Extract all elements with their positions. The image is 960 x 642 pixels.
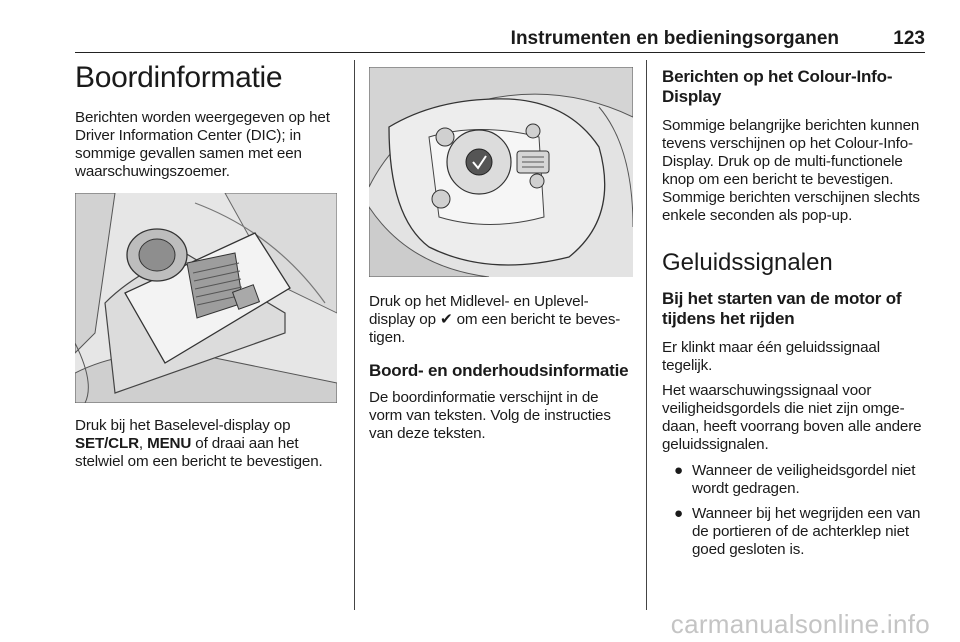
steering-wheel-controls-illustration [369, 67, 633, 277]
column-divider [354, 60, 355, 610]
stalk-switch-illustration [75, 193, 337, 403]
subheading-boord-onderhoud: Boord- en onderhoudsinformatie [369, 361, 629, 380]
header-title: Instrumenten en bedieningsorganen [510, 28, 839, 49]
steering-wheel-drawing [369, 67, 633, 277]
colour-info-paragraph: Sommige belangrijke berichten kunnen tevens verschijnen op het Colour-Info-Display. Druk op de multi-functionele knop om een bericht te bevestigen. Sommige berichten verschijnen slechts enkele seconden als pop-up. [662, 117, 920, 224]
bullet-icon: ● [674, 462, 684, 479]
page-header [75, 26, 925, 53]
seatbelt-signal-paragraph: Het waarschuwingssignaal voor veiligheidsgordels die niet zijn omge-daan, heeft voorrang boven alle andere geluidssignalen. [662, 382, 922, 453]
key-set-clr: SET/CLR [75, 435, 139, 452]
one-signal-paragraph: Er klinkt maar één geluidssignaal tegelijk. [662, 339, 880, 374]
column-middle [369, 293, 633, 443]
subheading-starten-motor: Bij het starten van de motor of tijdens het rijden [662, 289, 902, 328]
section-heading-geluidssignalen: Geluidssignalen [662, 249, 833, 276]
bullet-icon: ● [674, 505, 684, 522]
column-left [75, 60, 343, 181]
intro-paragraph: Berichten worden weergegeven op het Driver Information Center (DIC); in sommige gevallen samen met een waarschuwingszoemer. [75, 109, 330, 180]
list-item: ● Wanneer de veiligheidsgordel niet wordt gedragen. [674, 462, 916, 497]
section-heading-boordinformatie: Boordinformatie [75, 61, 283, 94]
subheading-colour-info: Berichten op het Colour-Info-Display [662, 67, 893, 106]
watermark: carmanualsonline.info [670, 609, 930, 639]
column-right [662, 67, 930, 566]
bullet-list [662, 462, 930, 559]
boordinfo-paragraph: De boordinformatie verschijnt in de vorm van teksten. Volg de instructies van deze teksten. [369, 389, 611, 442]
stalk-caption-text: Druk bij het Baselevel-display op SET/CLR, MENU of draai aan het stelwiel om een bericht te bevestigen. [75, 417, 323, 470]
list-item: ● Wanneer bij het wegrijden een van de portieren of de achterklep niet goed gesloten is. [674, 505, 921, 558]
stalk-caption [75, 417, 343, 471]
wheel-caption-text: Druk op het Midlevel- en Uplevel-display op ✔ om een bericht te beves-tigen. [369, 293, 621, 346]
key-menu: MENU [147, 435, 192, 452]
stalk-switch-drawing [75, 193, 337, 403]
page-number: 123 [893, 28, 925, 49]
check-icon: ✔ [439, 311, 453, 328]
column-divider [646, 60, 647, 610]
